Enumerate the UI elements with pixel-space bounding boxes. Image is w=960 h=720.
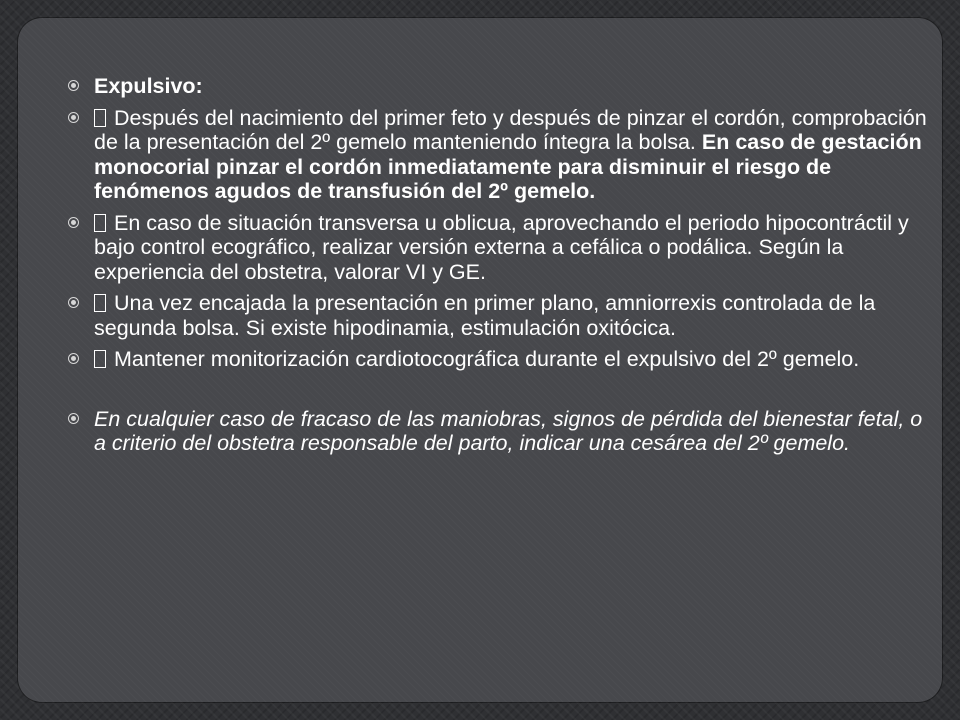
bullet-item-first-fetus [68,106,928,204]
heading-text: Expulsivo: [94,74,203,98]
bullet-item-heading [68,74,928,99]
circle-bullet-icon [68,112,79,123]
bullet-text: Después del nacimiento del primer feto y después de pinzar el cordón, comprobación de la presentación del 2º gemelo manteniendo íntegra la bolsa. [94,105,927,154]
circle-bullet-icon [68,80,79,91]
bullet-item-transverse [68,211,928,285]
circle-bullet-icon [68,217,79,228]
missing-glyph-icon [94,109,106,127]
circle-bullet-icon [68,413,79,424]
bullet-text: Una vez encajada la presentación en primer plano, amniorrexis controlada de la segunda bolsa. Si existe hipodinamia, estimulación oxitócica. [94,291,876,340]
bullet-item-caesarean [68,407,928,456]
content-panel [18,18,942,702]
missing-glyph-icon [94,350,106,368]
circle-bullet-icon [68,297,79,308]
bullet-text: En caso de situación transversa u oblicua, aprovechando el periodo hipocontráctil y bajo control ecográfico, realizar versión externa a cefálica o podálica. Según la experiencia del obstetra, valorar VI y GE. [94,210,909,284]
bullet-text: Mantener monitorización cardiotocográfica durante el expulsivo del 2º gemelo. [114,347,860,371]
bullet-item-monitoring [68,347,928,372]
bullet-bold-text: En caso de gestación monocorial pinzar el cordón inmediatamente para disminuir el riesgo de fenómenos agudos de transfusión del 2º gemelo. [94,130,922,203]
bullet-list [68,74,928,463]
circle-bullet-icon [68,353,79,364]
missing-glyph-icon [94,294,106,312]
missing-glyph-icon [94,214,106,232]
bullet-italic-text: En cualquier caso de fracaso de las maniobras, signos de pérdida del bienestar fetal, o a criterio del obstetra responsable del parto, indicar una cesárea del 2º gemelo. [94,406,923,455]
bullet-item-amniorrhexis [68,291,928,340]
